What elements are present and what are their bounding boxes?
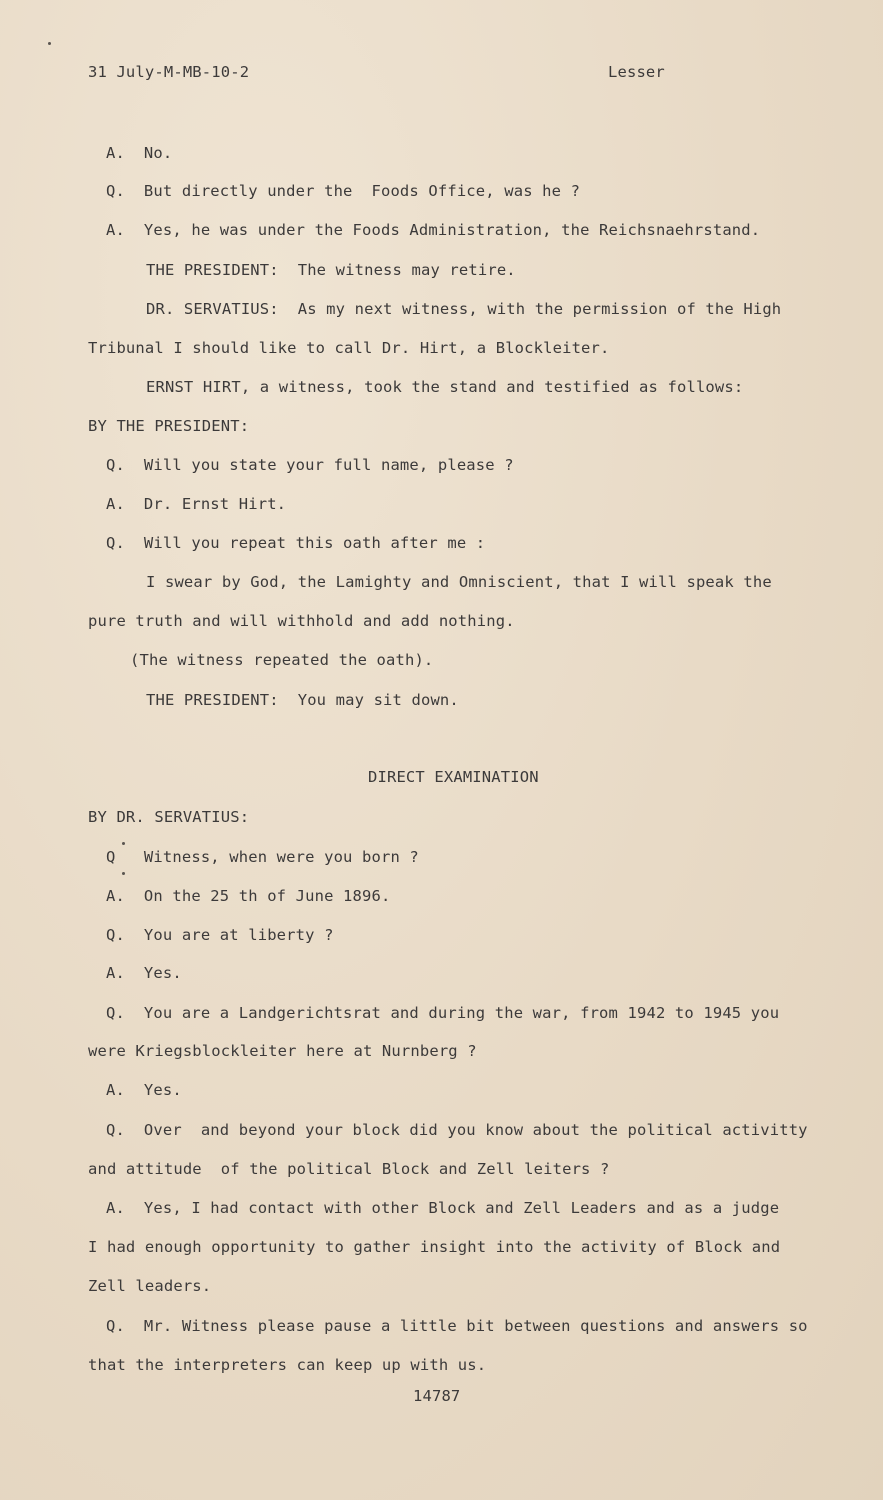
- transcript-line: Q. You are at liberty ?: [106, 926, 334, 944]
- transcript-line: Q. Will you state your full name, please ?: [106, 456, 514, 474]
- transcript-line: A. Yes, I had contact with other Block and Zell Leaders and as a judge: [106, 1199, 780, 1217]
- transcript-line: A. On the 25 th of June 1896.: [106, 887, 391, 905]
- section-heading: BY THE PRESIDENT:: [88, 417, 250, 435]
- transcript-line: Zell leaders.: [88, 1277, 212, 1295]
- transcript-line: Q. You are a Landgerichtsrat and during the war, from 1942 to 1945 you: [106, 1004, 780, 1022]
- document-reference: 31 July-M-MB-10-2: [88, 63, 250, 81]
- direct-examination-heading: DIRECT EXAMINATION: [368, 768, 539, 786]
- transcript-line: Tribunal I should like to call Dr. Hirt, a Blockleiter.: [88, 339, 610, 357]
- transcript-line: A. Dr. Ernst Hirt.: [106, 495, 287, 513]
- transcript-line: I had enough opportunity to gather insight into the activity of Block and: [88, 1238, 781, 1256]
- transcript-line: Q. But directly under the Foods Office, was he ?: [106, 182, 581, 200]
- transcript-line: (The witness repeated the oath).: [130, 651, 434, 669]
- transcript-line: ERNST HIRT, a witness, took the stand and testified as follows:: [146, 378, 744, 396]
- paper-speck: [48, 42, 51, 45]
- paper-speck: [122, 842, 125, 845]
- transcript-line: THE PRESIDENT: You may sit down.: [146, 691, 459, 709]
- transcript-line: A. Yes.: [106, 964, 182, 982]
- transcript-line: A. Yes, he was under the Foods Administration, the Reichsnaehrstand.: [106, 221, 761, 239]
- transcript-line: Q. Mr. Witness please pause a little bit between questions and answers so: [106, 1317, 808, 1335]
- page-number: 14787: [413, 1387, 461, 1405]
- transcript-line: I swear by God, the Lamighty and Omniscient, that I will speak the: [146, 573, 772, 591]
- transcript-line: and attitude of the political Block and Zell leiters ?: [88, 1160, 610, 1178]
- section-heading: BY DR. SERVATIUS:: [88, 808, 250, 826]
- transcript-line: A. No.: [106, 144, 173, 162]
- paper-speck: [122, 872, 125, 875]
- transcript-line: Q. Over and beyond your block did you know about the political activitty: [106, 1121, 808, 1139]
- transcript-line: A. Yes.: [106, 1081, 182, 1099]
- transcript-line: THE PRESIDENT: The witness may retire.: [146, 261, 516, 279]
- transcript-line: pure truth and will withhold and add nothing.: [88, 612, 515, 630]
- transcript-line: that the interpreters can keep up with us.: [88, 1356, 487, 1374]
- transcript-line: DR. SERVATIUS: As my next witness, with the permission of the High: [146, 300, 782, 318]
- transcript-line: Q. Will you repeat this oath after me :: [106, 534, 486, 552]
- speaker-name: Lesser: [608, 63, 665, 81]
- transcript-line: Q Witness, when were you born ?: [106, 848, 419, 866]
- transcript-line: were Kriegsblockleiter here at Nurnberg ?: [88, 1042, 477, 1060]
